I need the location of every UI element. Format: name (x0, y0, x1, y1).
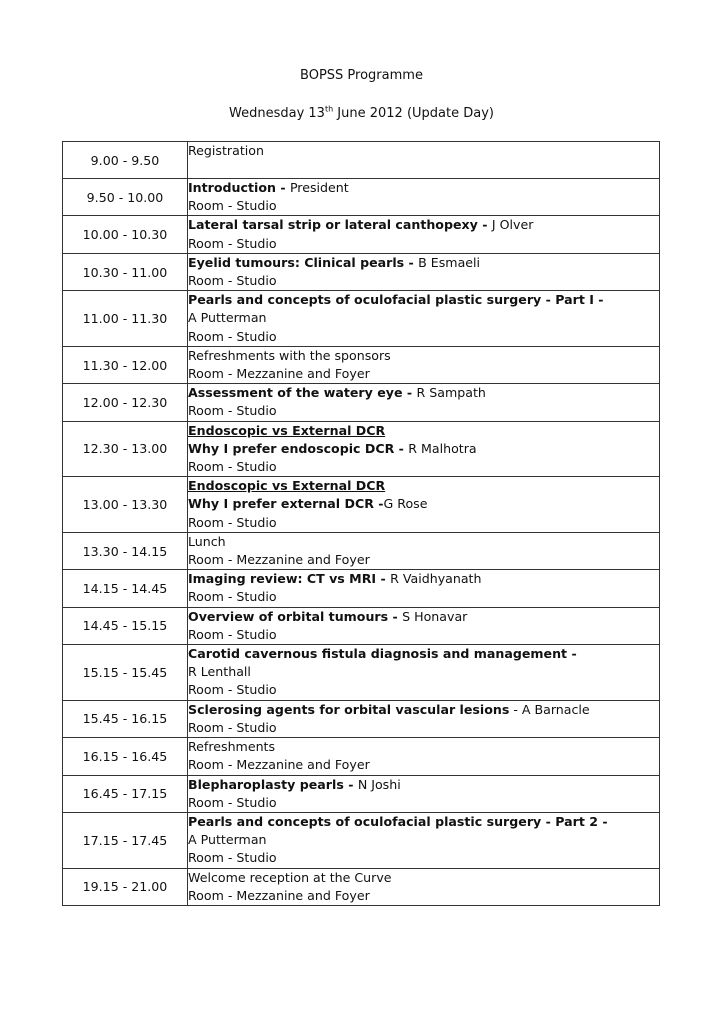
subtitle-date: June 2012 (Update Day) (333, 106, 494, 121)
session-time: 9.50 - 10.00 (63, 179, 188, 216)
session-detail-line (188, 514, 659, 532)
session-detail-line (188, 477, 659, 495)
session-detail-line (188, 831, 659, 849)
session-detail-line (188, 533, 659, 551)
session-details (188, 775, 660, 812)
session-info-text: Room - Studio (188, 459, 277, 475)
session-info-text: Room - Studio (188, 328, 277, 344)
session-detail-line (188, 681, 659, 699)
session-info-text: Room - Studio (188, 589, 277, 605)
programme-row (63, 645, 660, 701)
session-info-text: Room - Studio (188, 514, 277, 530)
session-details (188, 645, 660, 701)
session-info-text: R Vaidhyanath (390, 571, 482, 587)
session-detail-line (188, 756, 659, 774)
session-time: 14.45 - 15.15 (63, 607, 188, 644)
session-detail-line (188, 309, 659, 327)
session-info-text: Lunch (188, 533, 226, 549)
session-detail-line (188, 588, 659, 606)
page-title: BOPSS Programme (300, 68, 423, 83)
session-info-text: Room - Studio (188, 273, 277, 289)
session-info-text: Room - Studio (188, 403, 277, 419)
programme-row (63, 346, 660, 383)
session-time: 12.30 - 13.00 (63, 421, 188, 477)
session-details (188, 812, 660, 868)
session-detail-line (188, 216, 659, 234)
programme-row (63, 570, 660, 607)
session-time: 11.00 - 11.30 (63, 291, 188, 347)
session-info-text: Room - Studio (188, 719, 277, 735)
session-details (188, 216, 660, 253)
session-time: 14.15 - 14.45 (63, 570, 188, 607)
session-title-text: Overview of orbital tumours - (188, 608, 403, 624)
session-info-text: J Olver (491, 217, 534, 233)
session-title-text: Assessment of the watery eye - (188, 385, 417, 401)
session-info-text: Room - Studio (188, 794, 277, 810)
session-title-text: Eyelid tumours: Clinical pearls - (188, 254, 419, 270)
session-detail-line (188, 384, 659, 402)
session-info-text: Refreshments with the sponsors (188, 347, 391, 363)
subtitle-day: Wednesday 13 (229, 106, 325, 121)
session-detail-line (188, 179, 659, 197)
session-detail-line (188, 495, 659, 513)
session-title-text: Imaging review: CT vs MRI - (188, 571, 391, 587)
session-detail-line (188, 645, 659, 663)
session-time: 10.30 - 11.00 (63, 253, 188, 290)
programme-row (63, 216, 660, 253)
programme-row (63, 868, 660, 905)
session-time: 12.00 - 12.30 (63, 384, 188, 421)
session-detail-line (188, 776, 659, 794)
session-time: 10.00 - 10.30 (63, 216, 188, 253)
session-info-text: Room - Mezzanine and Foyer (188, 887, 370, 903)
session-detail-line (188, 813, 659, 831)
programme-row (63, 477, 660, 533)
page-subtitle (0, 104, 723, 124)
session-info-text: S Honavar (402, 608, 468, 624)
session-info-text: Room - Mezzanine and Foyer (188, 366, 370, 382)
session-detail-line (188, 235, 659, 253)
session-info-text: Room - Mezzanine and Foyer (188, 552, 370, 568)
session-detail-line (188, 197, 659, 215)
session-detail-line (188, 402, 659, 420)
session-info-text: A Putterman (188, 832, 267, 848)
session-detail-line (188, 701, 659, 719)
session-details (188, 532, 660, 569)
session-detail-line (188, 291, 659, 309)
session-detail-line (188, 794, 659, 812)
programme-row (63, 253, 660, 290)
session-details (188, 384, 660, 421)
session-title-text: Endoscopic vs External DCR (188, 478, 386, 494)
session-title-text: Why I prefer external DCR - (188, 496, 384, 512)
session-info-text: - A Barnacle (509, 701, 590, 717)
session-title-text: Introduction - (188, 180, 290, 195)
session-title-text: Why I prefer endoscopic DCR - (188, 440, 409, 456)
session-info-text: Room - Studio (188, 198, 277, 214)
session-title-text: Blepharoplasty pearls - (188, 776, 358, 792)
session-time: 16.45 - 17.15 (63, 775, 188, 812)
session-info-text: President (289, 180, 349, 195)
session-time: 13.00 - 13.30 (63, 477, 188, 533)
programme-row (63, 738, 660, 775)
session-title-text: Sclerosing agents for orbital vascular lesions (188, 701, 510, 717)
session-info-text: Room - Studio (188, 850, 277, 866)
session-time: 9.00 - 9.50 (63, 142, 188, 179)
session-detail-line (188, 626, 659, 644)
session-detail-line (188, 365, 659, 383)
session-detail-line (188, 458, 659, 476)
session-details (188, 421, 660, 477)
programme-row (63, 179, 660, 216)
session-detail-line (188, 570, 659, 588)
session-info-text: Registration (188, 143, 264, 158)
session-info-text: G Rose (383, 496, 428, 512)
session-detail-line (188, 272, 659, 290)
session-info-text: Room - Mezzanine and Foyer (188, 757, 370, 773)
session-detail-line (188, 887, 659, 905)
session-info-text: Welcome reception at the Curve (188, 869, 392, 885)
programme-table-body (63, 142, 660, 906)
session-detail-line (188, 551, 659, 569)
programme-table (62, 141, 660, 906)
session-time: 13.30 - 14.15 (63, 532, 188, 569)
session-details (188, 253, 660, 290)
session-details (188, 607, 660, 644)
session-info-text: R Malhotra (408, 440, 477, 456)
session-title-text: Carotid cavernous fistula diagnosis and management - (188, 646, 577, 662)
session-detail-line (188, 328, 659, 346)
session-info-text: Room - Studio (188, 626, 277, 642)
session-info-text: N Joshi (357, 776, 401, 792)
session-detail-line (188, 440, 659, 458)
programme-row (63, 142, 660, 179)
session-info-text: Refreshments (188, 739, 276, 755)
session-info-text: Room - Studio (188, 682, 277, 698)
session-details (188, 291, 660, 347)
session-details (188, 738, 660, 775)
session-title-text: Lateral tarsal strip or lateral canthopexy - (188, 217, 492, 233)
session-info-text: R Sampath (416, 385, 486, 401)
session-details (188, 142, 660, 179)
session-time: 15.45 - 16.15 (63, 700, 188, 737)
session-detail-line (188, 719, 659, 737)
programme-row (63, 291, 660, 347)
programme-row (63, 775, 660, 812)
session-details (188, 179, 660, 216)
session-title-text: Endoscopic vs External DCR (188, 422, 386, 438)
session-details (188, 346, 660, 383)
programme-row (63, 700, 660, 737)
session-details (188, 700, 660, 737)
session-detail-line (188, 347, 659, 365)
session-detail-line (188, 608, 659, 626)
session-time: 15.15 - 15.45 (63, 645, 188, 701)
session-detail-line (188, 254, 659, 272)
programme-row (63, 384, 660, 421)
session-detail-line (188, 142, 659, 160)
session-info-text: A Putterman (188, 310, 267, 326)
session-info-text: R Lenthall (188, 664, 251, 680)
subtitle-ordinal: th (324, 104, 334, 114)
session-details (188, 868, 660, 905)
session-details (188, 570, 660, 607)
session-detail-line (188, 869, 659, 887)
session-detail-line (188, 422, 659, 440)
session-time: 11.30 - 12.00 (63, 346, 188, 383)
session-details (188, 477, 660, 533)
programme-row (63, 607, 660, 644)
session-title-text: Pearls and concepts of oculofacial plastic surgery - Part 2 - (188, 813, 608, 829)
session-title-text: Pearls and concepts of oculofacial plastic surgery - Part I - (188, 292, 604, 308)
session-time: 17.15 - 17.45 (63, 812, 188, 868)
session-detail-line (188, 663, 659, 681)
session-info-text: B Esmaeli (418, 254, 481, 270)
session-detail-line (188, 738, 659, 756)
programme-row (63, 812, 660, 868)
session-time: 16.15 - 16.45 (63, 738, 188, 775)
session-detail-line (188, 849, 659, 867)
session-time: 19.15 - 21.00 (63, 868, 188, 905)
programme-row (63, 532, 660, 569)
programme-row (63, 421, 660, 477)
session-info-text: Room - Studio (188, 235, 277, 251)
